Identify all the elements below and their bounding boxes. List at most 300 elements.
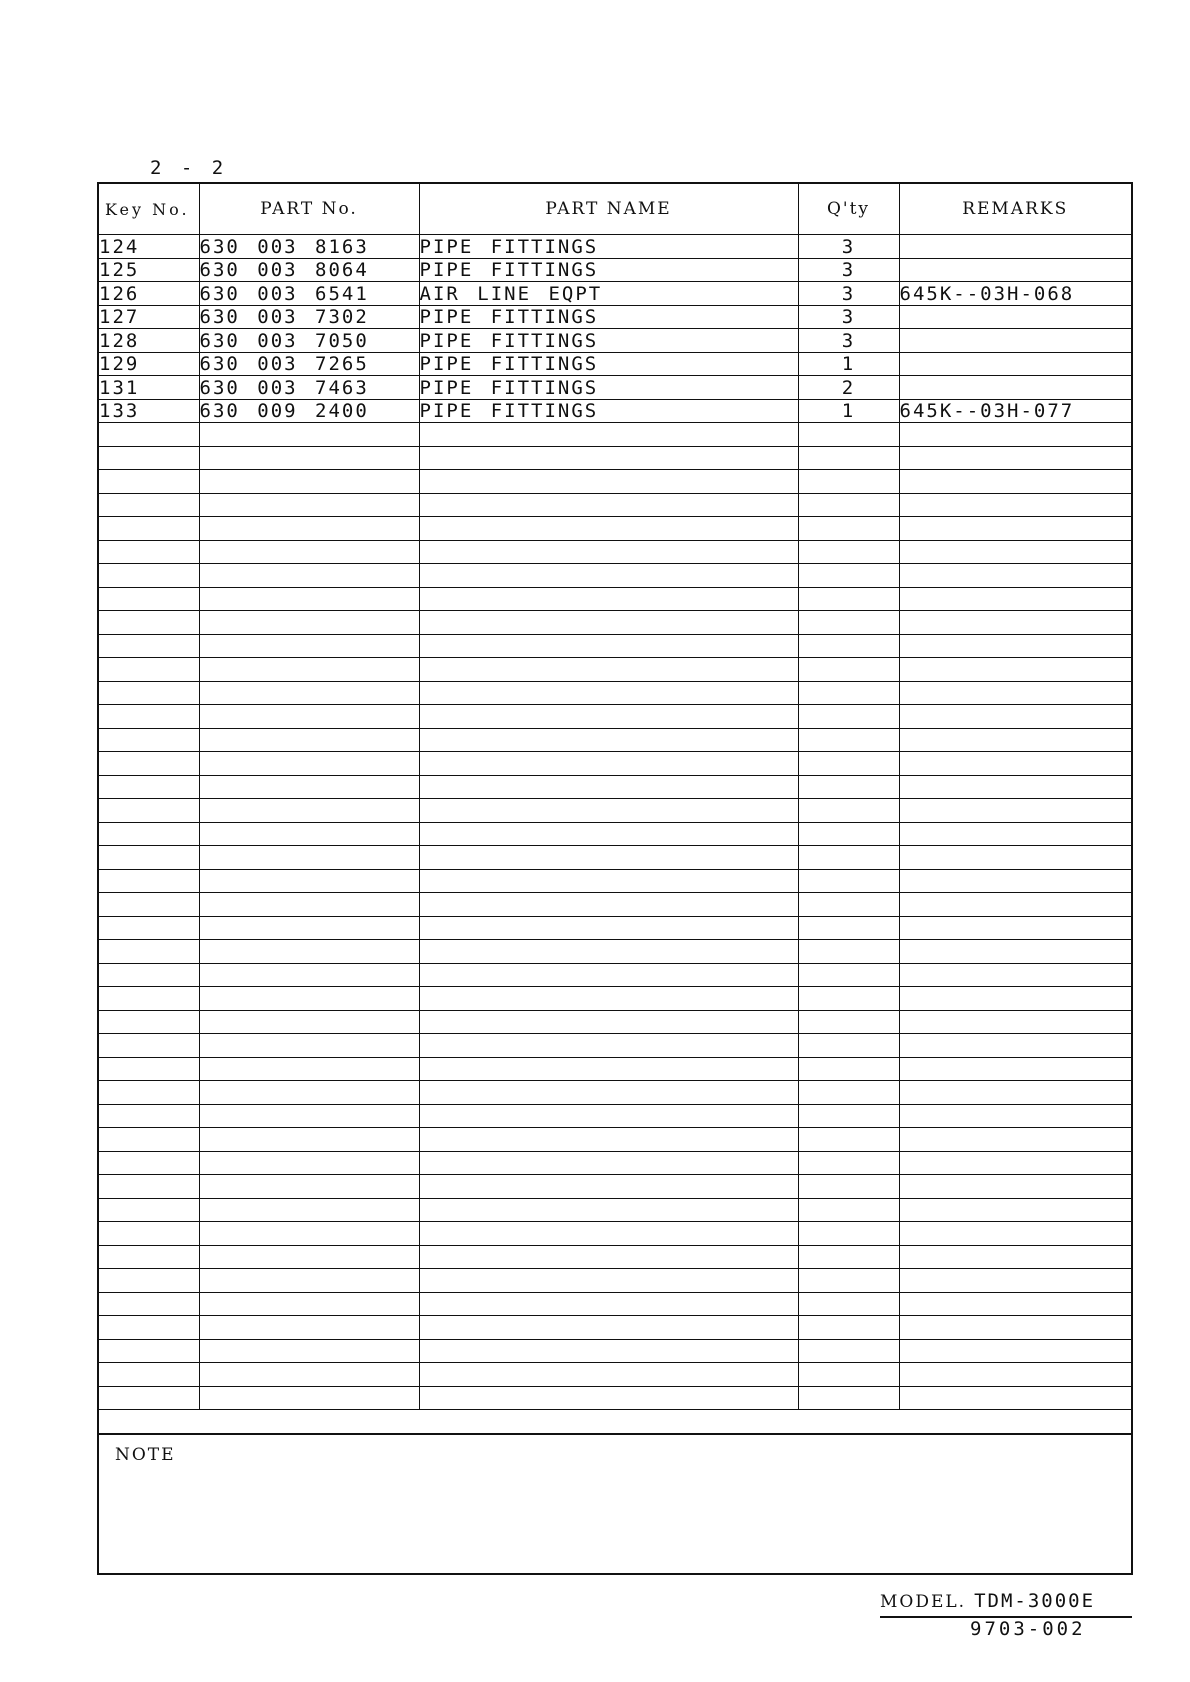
remarks-cell: [899, 752, 1131, 776]
key-no-cell: [99, 423, 199, 447]
remarks-cell: [899, 893, 1131, 917]
part-name-cell: [419, 1292, 798, 1316]
empty-table-row: [99, 423, 1131, 447]
empty-table-row: [99, 446, 1131, 470]
parts-table: [99, 184, 1131, 1410]
table-row: [99, 258, 1131, 282]
remarks-cell: [899, 423, 1131, 447]
part-name-cell: [419, 987, 798, 1011]
empty-table-row: [99, 470, 1131, 494]
part-name-cell: PIPE FITTINGS: [419, 399, 798, 423]
empty-table-row: [99, 822, 1131, 846]
part-name-cell: [419, 1245, 798, 1269]
remarks-cell: [899, 1081, 1131, 1105]
key-no-cell: 128: [99, 329, 199, 353]
qty-cell: [798, 446, 899, 470]
qty-cell: [798, 423, 899, 447]
qty-cell: [798, 775, 899, 799]
remarks-cell: [899, 846, 1131, 870]
part-no-cell: [199, 470, 419, 494]
model-value: TDM-3000E: [974, 1590, 1096, 1612]
part-no-cell: 630 003 7050: [199, 329, 419, 353]
qty-cell: [798, 940, 899, 964]
qty-cell: [798, 869, 899, 893]
remarks-cell: [899, 1175, 1131, 1199]
remarks-cell: [899, 705, 1131, 729]
qty-cell: [798, 540, 899, 564]
remarks-cell: [899, 822, 1131, 846]
part-no-cell: [199, 1386, 419, 1410]
empty-table-row: [99, 564, 1131, 588]
empty-table-row: [99, 493, 1131, 517]
part-no-cell: [199, 963, 419, 987]
remarks-cell: [899, 1057, 1131, 1081]
part-name-cell: [419, 1339, 798, 1363]
qty-cell: 1: [798, 399, 899, 423]
part-no-cell: [199, 493, 419, 517]
part-no-cell: [199, 775, 419, 799]
remarks-header: REMARKS: [899, 184, 1131, 235]
qty-header: Q'ty: [798, 184, 899, 235]
key-no-cell: [99, 940, 199, 964]
part-no-cell: [199, 752, 419, 776]
remarks-cell: [899, 1245, 1131, 1269]
qty-cell: [798, 1339, 899, 1363]
empty-table-row: [99, 587, 1131, 611]
empty-table-row: [99, 1269, 1131, 1293]
part-no-cell: [199, 1245, 419, 1269]
part-name-cell: [419, 1316, 798, 1340]
empty-table-row: [99, 752, 1131, 776]
remarks-cell: [899, 1034, 1131, 1058]
part-name-cell: PIPE FITTINGS: [419, 305, 798, 329]
remarks-cell: [899, 305, 1131, 329]
qty-cell: [798, 587, 899, 611]
part-name-cell: [419, 1057, 798, 1081]
key-no-cell: [99, 1081, 199, 1105]
table-row: [99, 376, 1131, 400]
remarks-cell: [899, 963, 1131, 987]
empty-table-row: [99, 634, 1131, 658]
empty-table-row: [99, 1339, 1131, 1363]
key-no-cell: [99, 846, 199, 870]
empty-table-row: [99, 940, 1131, 964]
qty-cell: [798, 1010, 899, 1034]
key-no-cell: [99, 1222, 199, 1246]
key-no-cell: 125: [99, 258, 199, 282]
remarks-cell: [899, 329, 1131, 353]
key-no-cell: [99, 728, 199, 752]
remarks-cell: [899, 869, 1131, 893]
empty-table-row: [99, 1222, 1131, 1246]
part-no-cell: [199, 1057, 419, 1081]
qty-cell: 3: [798, 258, 899, 282]
remarks-cell: [899, 658, 1131, 682]
remarks-cell: [899, 1010, 1131, 1034]
key-no-cell: [99, 493, 199, 517]
remarks-cell: [899, 611, 1131, 635]
empty-table-row: [99, 799, 1131, 823]
part-no-cell: [199, 1316, 419, 1340]
qty-cell: 1: [798, 352, 899, 376]
document-code: 9703-002: [970, 1618, 1086, 1640]
qty-cell: [798, 1222, 899, 1246]
empty-table-row: [99, 1151, 1131, 1175]
part-no-cell: [199, 681, 419, 705]
part-no-cell: [199, 587, 419, 611]
remarks-cell: [899, 775, 1131, 799]
part-name-cell: [419, 658, 798, 682]
part-no-cell: [199, 658, 419, 682]
qty-cell: 3: [798, 305, 899, 329]
part-name-cell: [419, 1128, 798, 1152]
key-no-cell: [99, 658, 199, 682]
empty-table-row: [99, 517, 1131, 541]
qty-cell: [798, 1128, 899, 1152]
qty-cell: [798, 658, 899, 682]
qty-cell: 3: [798, 329, 899, 353]
key-no-cell: [99, 1198, 199, 1222]
part-name-cell: AIR LINE EQPT: [419, 282, 798, 306]
empty-table-row: [99, 987, 1131, 1011]
parts-list-sheet: [97, 182, 1133, 1575]
key-no-cell: [99, 799, 199, 823]
qty-cell: [798, 564, 899, 588]
part-name-cell: [419, 963, 798, 987]
part-name-cell: [419, 1363, 798, 1387]
part-no-header: PART No.: [199, 184, 419, 235]
key-no-cell: [99, 587, 199, 611]
empty-table-row: [99, 1104, 1131, 1128]
empty-table-row: [99, 611, 1131, 635]
qty-cell: [798, 1081, 899, 1105]
empty-table-row: [99, 1010, 1131, 1034]
part-name-cell: PIPE FITTINGS: [419, 376, 798, 400]
part-name-cell: [419, 540, 798, 564]
remarks-cell: [899, 493, 1131, 517]
qty-cell: [798, 611, 899, 635]
remarks-cell: 645K--03H-068: [899, 282, 1131, 306]
qty-cell: [798, 846, 899, 870]
qty-cell: [798, 1269, 899, 1293]
part-no-cell: [199, 822, 419, 846]
empty-table-row: [99, 1175, 1131, 1199]
key-no-cell: [99, 775, 199, 799]
key-no-cell: 129: [99, 352, 199, 376]
key-no-cell: [99, 1057, 199, 1081]
remarks-cell: [899, 1292, 1131, 1316]
part-no-cell: [199, 1363, 419, 1387]
key-no-cell: [99, 752, 199, 776]
part-no-cell: 630 003 7463: [199, 376, 419, 400]
part-name-cell: [419, 564, 798, 588]
empty-table-row: [99, 775, 1131, 799]
remarks-cell: [899, 540, 1131, 564]
part-no-cell: [199, 1339, 419, 1363]
part-name-cell: [419, 705, 798, 729]
part-no-cell: [199, 916, 419, 940]
qty-cell: [798, 728, 899, 752]
part-no-cell: [199, 1010, 419, 1034]
empty-table-row: [99, 728, 1131, 752]
key-no-cell: [99, 1034, 199, 1058]
key-no-cell: [99, 634, 199, 658]
part-name-cell: [419, 1222, 798, 1246]
part-no-cell: [199, 540, 419, 564]
qty-cell: [798, 517, 899, 541]
qty-cell: [798, 470, 899, 494]
part-no-cell: [199, 728, 419, 752]
part-name-cell: [419, 916, 798, 940]
qty-cell: [798, 1034, 899, 1058]
part-name-cell: [419, 1151, 798, 1175]
qty-cell: [798, 893, 899, 917]
part-no-cell: 630 009 2400: [199, 399, 419, 423]
remarks-cell: [899, 564, 1131, 588]
key-no-cell: 126: [99, 282, 199, 306]
part-name-cell: [419, 1081, 798, 1105]
part-no-cell: [199, 1269, 419, 1293]
part-no-cell: [199, 1128, 419, 1152]
part-name-cell: [419, 752, 798, 776]
remarks-cell: 645K--03H-077: [899, 399, 1131, 423]
qty-cell: [798, 1363, 899, 1387]
key-no-cell: [99, 517, 199, 541]
empty-table-row: [99, 1316, 1131, 1340]
table-header-row: [99, 184, 1131, 235]
part-name-cell: [419, 681, 798, 705]
key-no-cell: [99, 1269, 199, 1293]
part-name-cell: [419, 1175, 798, 1199]
key-no-cell: 127: [99, 305, 199, 329]
empty-table-row: [99, 1386, 1131, 1410]
part-no-cell: [199, 1034, 419, 1058]
part-name-cell: [419, 587, 798, 611]
remarks-cell: [899, 1198, 1131, 1222]
part-no-cell: [199, 611, 419, 635]
empty-table-row: [99, 1081, 1131, 1105]
page-reference: 2 - 2: [150, 157, 228, 179]
empty-table-row: [99, 1363, 1131, 1387]
part-name-cell: [419, 1386, 798, 1410]
part-name-cell: [419, 1104, 798, 1128]
qty-cell: [798, 634, 899, 658]
remarks-cell: [899, 258, 1131, 282]
part-name-cell: PIPE FITTINGS: [419, 235, 798, 259]
note-label: NOTE: [115, 1445, 176, 1465]
empty-table-row: [99, 681, 1131, 705]
key-no-cell: 133: [99, 399, 199, 423]
remarks-cell: [899, 1222, 1131, 1246]
part-no-cell: 630 003 6541: [199, 282, 419, 306]
part-name-cell: [419, 611, 798, 635]
part-no-cell: [199, 1151, 419, 1175]
part-no-cell: 630 003 7265: [199, 352, 419, 376]
remarks-cell: [899, 1269, 1131, 1293]
qty-cell: [798, 916, 899, 940]
part-no-cell: [199, 987, 419, 1011]
key-no-cell: [99, 987, 199, 1011]
part-no-cell: [199, 799, 419, 823]
key-no-cell: [99, 611, 199, 635]
key-no-cell: [99, 540, 199, 564]
remarks-cell: [899, 799, 1131, 823]
part-name-cell: PIPE FITTINGS: [419, 258, 798, 282]
key-no-cell: [99, 446, 199, 470]
qty-cell: [798, 1057, 899, 1081]
key-no-cell: [99, 963, 199, 987]
remarks-cell: [899, 446, 1131, 470]
remarks-cell: [899, 1339, 1131, 1363]
part-name-cell: [419, 728, 798, 752]
key-no-cell: 124: [99, 235, 199, 259]
part-no-cell: [199, 893, 419, 917]
part-name-cell: [419, 423, 798, 447]
table-row: [99, 399, 1131, 423]
part-no-cell: [199, 869, 419, 893]
part-no-cell: [199, 1104, 419, 1128]
key-no-cell: [99, 1151, 199, 1175]
remarks-cell: [899, 235, 1131, 259]
part-name-cell: [419, 493, 798, 517]
key-no-cell: [99, 1339, 199, 1363]
part-no-cell: 630 003 8163: [199, 235, 419, 259]
qty-cell: [798, 1245, 899, 1269]
qty-cell: [798, 493, 899, 517]
empty-table-row: [99, 1245, 1131, 1269]
table-row: [99, 329, 1131, 353]
empty-table-row: [99, 963, 1131, 987]
empty-table-row: [99, 1128, 1131, 1152]
part-name-cell: [419, 869, 798, 893]
key-no-cell: [99, 1363, 199, 1387]
part-no-cell: [199, 564, 419, 588]
empty-table-row: [99, 869, 1131, 893]
remarks-cell: [899, 987, 1131, 1011]
qty-cell: 3: [798, 282, 899, 306]
empty-table-row: [99, 540, 1131, 564]
empty-table-row: [99, 893, 1131, 917]
qty-cell: [798, 705, 899, 729]
key-no-cell: [99, 1316, 199, 1340]
key-no-cell: [99, 1245, 199, 1269]
empty-table-row: [99, 1057, 1131, 1081]
part-name-cell: [419, 940, 798, 964]
remarks-cell: [899, 681, 1131, 705]
part-name-cell: [419, 634, 798, 658]
qty-cell: 2: [798, 376, 899, 400]
model-label: MODEL.: [880, 1592, 967, 1612]
empty-table-row: [99, 1292, 1131, 1316]
part-no-cell: [199, 940, 419, 964]
qty-cell: [798, 1175, 899, 1199]
part-name-cell: [419, 446, 798, 470]
part-no-cell: [199, 705, 419, 729]
remarks-cell: [899, 470, 1131, 494]
empty-table-row: [99, 658, 1131, 682]
part-no-cell: [199, 423, 419, 447]
key-no-cell: [99, 1175, 199, 1199]
qty-cell: [798, 822, 899, 846]
remarks-cell: [899, 1128, 1131, 1152]
part-no-cell: [199, 517, 419, 541]
part-name-cell: [419, 1010, 798, 1034]
part-no-cell: 630 003 8064: [199, 258, 419, 282]
part-no-cell: [199, 1175, 419, 1199]
empty-table-row: [99, 846, 1131, 870]
key-no-cell: [99, 822, 199, 846]
part-name-cell: [419, 1269, 798, 1293]
remarks-cell: [899, 1104, 1131, 1128]
remarks-cell: [899, 352, 1131, 376]
part-name-cell: PIPE FITTINGS: [419, 329, 798, 353]
key-no-cell: [99, 705, 199, 729]
part-name-cell: [419, 470, 798, 494]
qty-cell: [798, 1292, 899, 1316]
part-no-cell: [199, 1081, 419, 1105]
remarks-cell: [899, 1363, 1131, 1387]
empty-table-row: [99, 705, 1131, 729]
empty-table-row: [99, 916, 1131, 940]
remarks-cell: [899, 517, 1131, 541]
key-no-cell: [99, 1292, 199, 1316]
remarks-cell: [899, 587, 1131, 611]
part-name-cell: [419, 846, 798, 870]
qty-cell: [798, 752, 899, 776]
empty-table-row: [99, 1034, 1131, 1058]
key-no-cell: [99, 564, 199, 588]
key-no-cell: [99, 893, 199, 917]
key-no-cell: [99, 869, 199, 893]
part-no-cell: 630 003 7302: [199, 305, 419, 329]
qty-cell: [798, 681, 899, 705]
qty-cell: [798, 1316, 899, 1340]
key-no-cell: [99, 1386, 199, 1410]
qty-cell: 3: [798, 235, 899, 259]
qty-cell: [798, 1151, 899, 1175]
remarks-cell: [899, 1316, 1131, 1340]
part-name-header: PART NAME: [419, 184, 798, 235]
table-row: [99, 235, 1131, 259]
qty-cell: [798, 987, 899, 1011]
qty-cell: [798, 963, 899, 987]
part-name-cell: PIPE FITTINGS: [419, 352, 798, 376]
key-no-cell: [99, 470, 199, 494]
part-name-cell: [419, 822, 798, 846]
remarks-cell: [899, 634, 1131, 658]
remarks-cell: [899, 1386, 1131, 1410]
part-name-cell: [419, 799, 798, 823]
part-no-cell: [199, 846, 419, 870]
key-no-cell: [99, 916, 199, 940]
table-row: [99, 352, 1131, 376]
part-no-cell: [199, 634, 419, 658]
key-no-header: Key No.: [99, 184, 199, 235]
qty-cell: [798, 799, 899, 823]
remarks-cell: [899, 728, 1131, 752]
qty-cell: [798, 1386, 899, 1410]
remarks-cell: [899, 376, 1131, 400]
part-name-cell: [419, 517, 798, 541]
table-row: [99, 282, 1131, 306]
part-no-cell: [199, 1292, 419, 1316]
table-row: [99, 305, 1131, 329]
key-no-cell: [99, 1128, 199, 1152]
remarks-cell: [899, 1151, 1131, 1175]
part-no-cell: [199, 446, 419, 470]
key-no-cell: [99, 1104, 199, 1128]
empty-table-row: [99, 1198, 1131, 1222]
